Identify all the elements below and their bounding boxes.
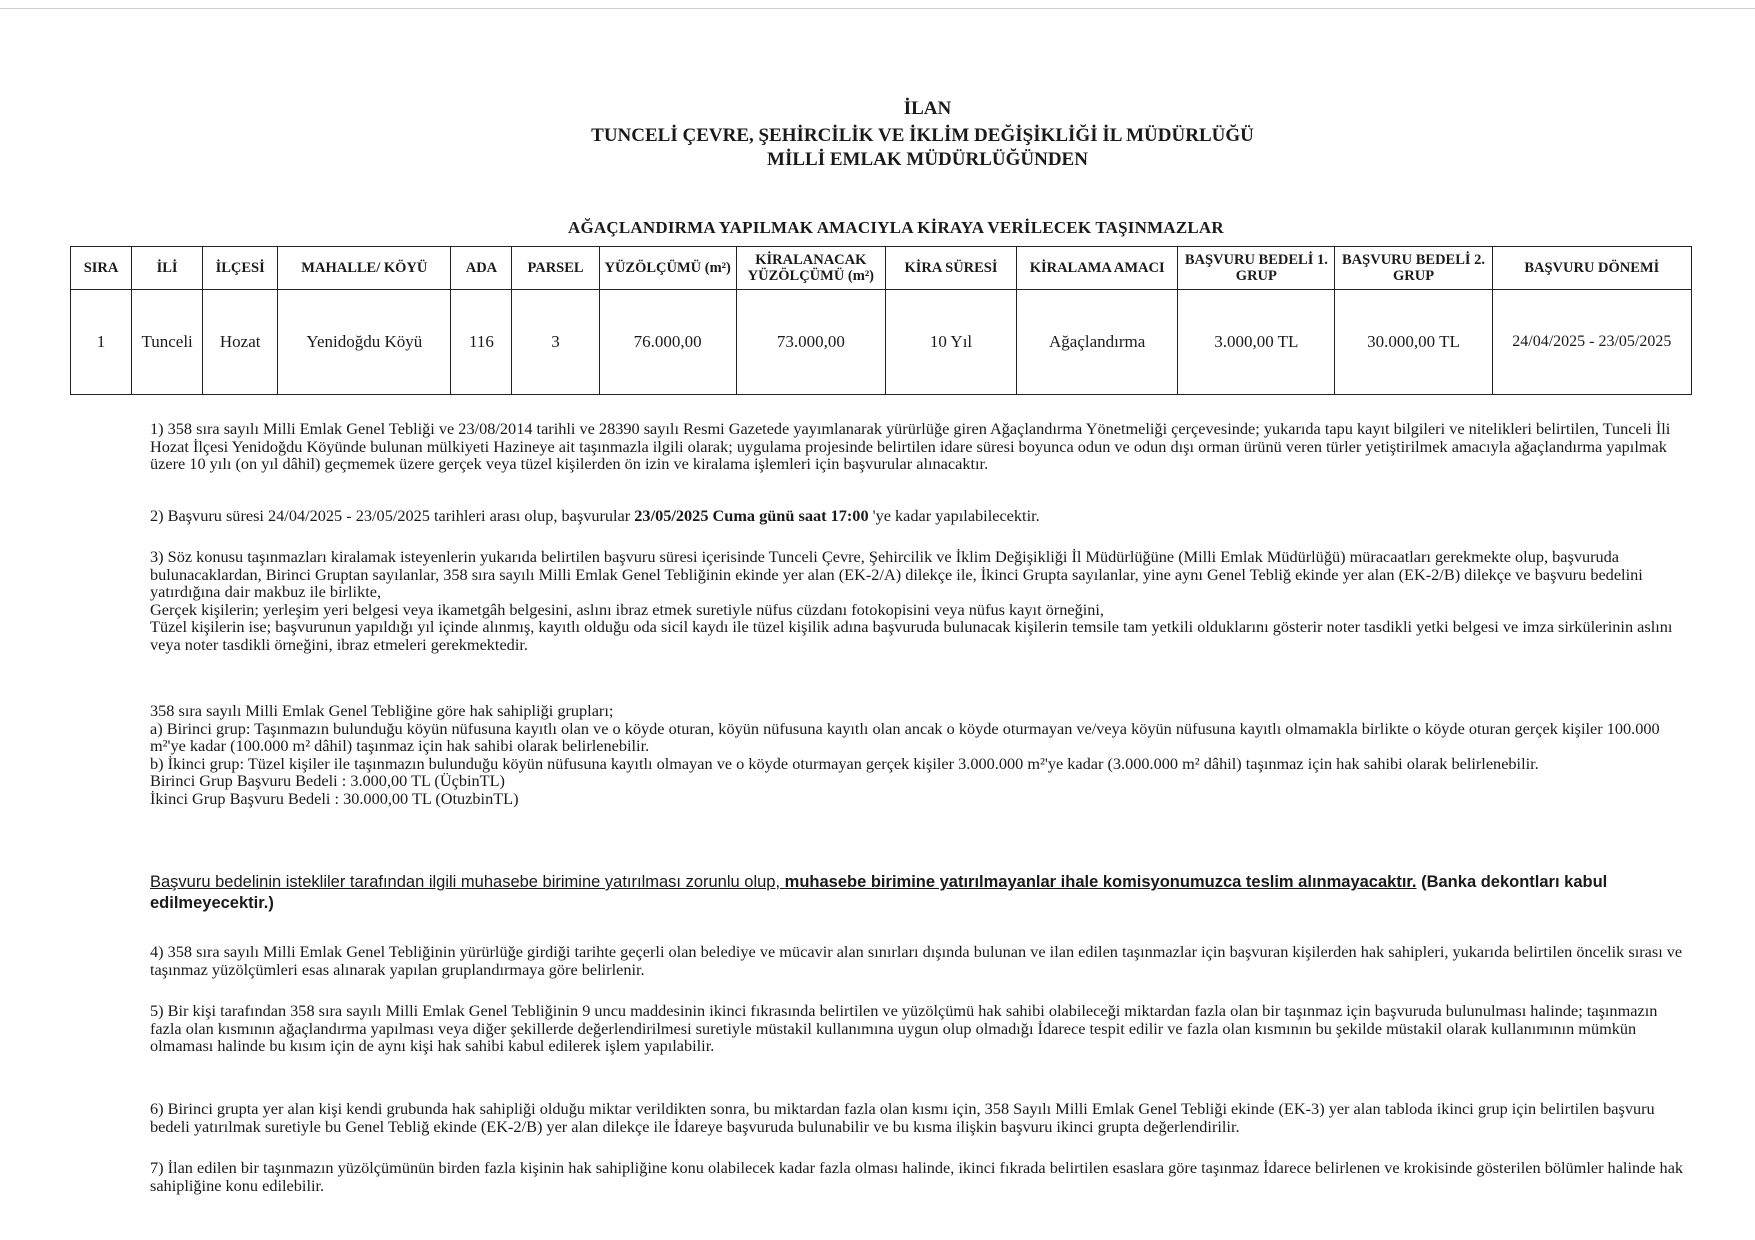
paragraph-2-end: 'ye kadar yapılabilecektir. <box>868 506 1040 525</box>
col-header-donem: BAŞVURU DÖNEMİ <box>1492 247 1691 290</box>
col-header-mahalle: MAHALLE/ KÖYÜ <box>278 247 451 290</box>
col-header-ilcesi: İLÇESİ <box>203 247 278 290</box>
paragraph-3-legal-persons: Tüzel kişilerin ise; başvurunun yapıldığı yıl içinde alınmış, kayıtlı olduğu oda sicil kaydı ile tüzel kişilik adına başvuruda bulunacak kişilerin temsile tam yetkili olduklarını gösterir noter tasdikli yetki belgesi ve imza sirkülerinin aslını veya noter tasdikli örneğini, ibraz etmeleri gerekmektedir. <box>150 617 1673 654</box>
cell-ili: Tunceli <box>132 290 203 395</box>
cell-kiralanacak: 73.000,00 <box>736 290 885 395</box>
payment-notice-text <box>150 872 1690 914</box>
fee-group-1: Birinci Grup Başvuru Bedeli : 3.000,00 TL (ÜçbinTL) <box>150 771 505 790</box>
paragraph-5 <box>150 1002 1690 1055</box>
paragraph-2 <box>150 507 1690 525</box>
cell-donem: 24/04/2025 - 23/05/2025 <box>1492 290 1691 395</box>
col-header-bedel-2: BAŞVURU BEDELİ 2. GRUP <box>1335 247 1492 290</box>
paragraph-2-start: 2) Başvuru süresi 24/04/2025 - 23/05/2025 tarihleri arası olup, başvurular <box>150 506 635 525</box>
col-header-bedel-1: BAŞVURU BEDELİ 1. GRUP <box>1178 247 1335 290</box>
announcement-label: İLAN <box>903 98 952 119</box>
cell-sira: 1 <box>71 290 132 395</box>
scan-edge-line <box>0 8 1755 9</box>
cell-parsel: 3 <box>512 290 599 395</box>
cell-bedel-1: 3.000,00 TL <box>1178 290 1335 395</box>
cell-yuzolcumu: 76.000,00 <box>599 290 736 395</box>
property-table <box>70 246 1692 395</box>
col-header-sira: SIRA <box>71 247 132 290</box>
col-header-yuzolcumu: YÜZÖLÇÜMÜ (m²) <box>599 247 736 290</box>
col-header-parsel: PARSEL <box>512 247 599 290</box>
paragraph-5-text: 5) Bir kişi tarafından 358 sıra sayılı Milli Emlak Genel Tebliğinin 9 uncu maddesinin ikinci fıkrasında belirtilen ve yüzölçümü hak sahibi olabileceği miktardan fazla olan bir taşınmaz için başvuruda bulunulması halinde; taşınmazın fazla olan kısmının ağaçlandırma yapılması veya diğer şekillerde değerlendirilmesi suretiyle müstakil kullanımına uygun olup olmadığı İdarece tespit edilir ve fazla olan kısmının bu şekilde müstakil olarak kullanımının mümkün olmaması halinde bu kısım için de aynı kişi hak sahibi kabul edilerek işlem yapılabilir. <box>150 1001 1658 1055</box>
cell-mahalle: Yenidoğdu Köyü <box>278 290 451 395</box>
paragraph-1-text: 1) 358 sıra sayılı Milli Emlak Genel Tebliği ve 23/08/2014 tarihli ve 28390 sayılı Resmi Gazetede yayımlanarak yürürlüğe giren Ağaçlandırma Yönetmeliği çerçevesinde; yukarıda tapu kayıt bilgileri ve nitelikleri belirtilen, Tunceli İli Hozat İlçesi Yenidoğdu Köyünde bulunan mülkiyeti Hazineye ait taşınmazla ilgili olarak; uygulama projesinde belirtilen idare süresi boyunca odun ve odun dışı orman ürünü veren türler yetiştirilmek amacıyla ağaçlandırma yapılmak üzere 10 yılı (on yıl dâhil) geçmemek üzere gerçek veya tüzel kişilerden ön izin ve kiralama işlemleri için başvurular alınacaktır. <box>150 419 1671 473</box>
cell-ada: 116 <box>451 290 512 395</box>
deadline-text: 23/05/2025 Cuma günü saat 17:00 <box>634 506 869 525</box>
col-header-kiralanacak: KİRALANACAK YÜZÖLÇÜMÜ (m²) <box>736 247 885 290</box>
col-header-ada: ADA <box>451 247 512 290</box>
payment-notice-end: (Banka dekontları kabul edilmeyecektir.) <box>150 873 1608 912</box>
cell-kira-suresi: 10 Yıl <box>885 290 1016 395</box>
paragraph-7-text: 7) İlan edilen bir taşınmazın yüzölçümünün birden fazla kişinin hak sahipliğine konu olabilecek kadar fazla olması halinde, ikinci fıkrada belirtilen esaslara göre taşınmaz İdarece belirlenen ve krokisinde gösterilen bölümler halinde hak sahipliğine konu edilebilir. <box>150 1158 1684 1195</box>
paragraph-7 <box>150 1159 1690 1194</box>
groups-intro: 358 sıra sayılı Milli Emlak Genel Tebliğine göre hak sahipliği grupları; <box>150 701 614 720</box>
paragraph-3-real-persons: Gerçek kişilerin; yerleşim yeri belgesi veya ikametgâh belgesini, aslını ibraz etmek suretiyle nüfus cüzdanı fotokopisini veya nüfus kayıt örneğini, <box>150 599 1104 619</box>
paragraph-6-text: 6) Birinci grupta yer alan kişi kendi grubunda hak sahipliği olduğu miktar verildikten sonra, bu miktardan fazla olan kısmı için, 358 Sayılı Milli Emlak Genel Tebliği ekinde (EK-3) yer alan tabloda ikinci grup için belirtilen başvuru bedeli yatırılmak suretiyle bu Genel Tebliğ ekinde (EK-2/B) yer alan dilekçe ile İdareye başvuruda bulunabilir ve bu kısma ilişkin başvuru ikinci grupta değerlendirilir. <box>150 1099 1655 1136</box>
sub-directorate-title: MİLLİ EMLAK MÜDÜRLÜĞÜNDEN <box>767 149 1088 170</box>
table-row <box>71 290 1692 395</box>
paragraph-4-text: 4) 358 sıra sayılı Milli Emlak Genel Tebliğinin yürürlüğe girdiği tarihte geçerli olan belediye ve mücavir alan sınırları dışında bulunan ve ilan edilen taşınmazlar için başvuran kişilerden hak sahipleri, yukarıda belirtilen öncelik sırası ve taşınmaz yüzölçümleri esas alınarak yapılan gruplandırmaya göre belirlenir. <box>150 942 1683 979</box>
paragraph-4 <box>150 943 1690 978</box>
paragraph-1 <box>150 420 1690 473</box>
paragraph-6 <box>150 1100 1690 1135</box>
table-caption: AĞAÇLANDIRMA YAPILMAK AMACIYLA KİRAYA VERİLECEK TAŞINMAZLAR <box>568 218 1224 237</box>
paragraph-3-text: 3) Söz konusu taşınmazları kiralamak isteyenlerin yukarıda belirtilen başvuru süresi içerisinde Tunceli Çevre, Şehircilik ve İklim Değişikliği İl Müdürlüğüne (Milli Emlak Müdürlüğü) müracaatları gerekmekte olup, başvuruda bulunacaklardan, Birinci Gruptan sayılanlar, 358 sıra sayılı Milli Emlak Genel Tebliğinin ekinde yer alan (EK-2/A) dilekçe ile, İkinci Grupta sayılanlar, yine aynı Genel Tebliğ ekinde yer alan (EK-2/B) dilekçe ve başvuru bedelini yatırdığına dair makbuz ile birlikte, <box>150 547 1643 601</box>
payment-notice <box>150 872 1690 914</box>
table-header-row <box>71 247 1692 290</box>
group-a-text: a) Birinci grup: Taşınmazın bulunduğu köyün nüfusuna kayıtlı olan ve o köyde oturan, köyün nüfusuna kayıtlı olan ancak o köyde oturmayan ve/veya köyün nüfusuna kayıtlı olmamakla birlikte o köyde oturan gerçek kişiler 100.000 m²'ye kadar (100.000 m² dâhil) taşınmaz için hak sahibi olarak belirlenebilir. <box>150 718 1660 755</box>
payment-notice-warning: muhasebe birimine yatırılmayanlar ihale komisyonumuzca teslim alınmayacaktır. <box>784 873 1417 891</box>
col-header-kiralama-amaci: KİRALAMA AMACI <box>1017 247 1178 290</box>
cell-ilcesi: Hozat <box>203 290 278 395</box>
directorate-title: TUNCELİ ÇEVRE, ŞEHİRCİLİK VE İKLİM DEĞİŞİKLİĞİ İL MÜDÜRLÜĞÜ <box>591 125 1254 146</box>
group-b-text: b) İkinci grup: Tüzel kişiler ile taşınmazın bulunduğu köyün nüfusuna kayıtlı olmayan ve o köyde oturmayan gerçek kişiler 3.000.000 m²'ye kadar (3.000.000 m² dâhil) taşınmaz için hak sahibi olarak belirlenebilir. <box>150 753 1539 773</box>
cell-bedel-2: 30.000,00 TL <box>1335 290 1492 395</box>
col-header-ili: İLİ <box>132 247 203 290</box>
eligibility-groups <box>150 702 1690 807</box>
cell-kiralama-amaci: Ağaçlandırma <box>1017 290 1178 395</box>
col-header-kira-suresi: KİRA SÜRESİ <box>885 247 1016 290</box>
payment-notice-start: Başvuru bedelinin istekliler tarafından ilgili muhasebe birimine yatırılması zorunlu olup, <box>150 873 785 891</box>
fee-group-2: İkinci Grup Başvuru Bedeli : 30.000,00 TL (OtuzbinTL) <box>150 788 519 808</box>
paragraph-2-text <box>150 507 1690 525</box>
paragraph-3 <box>150 548 1690 653</box>
